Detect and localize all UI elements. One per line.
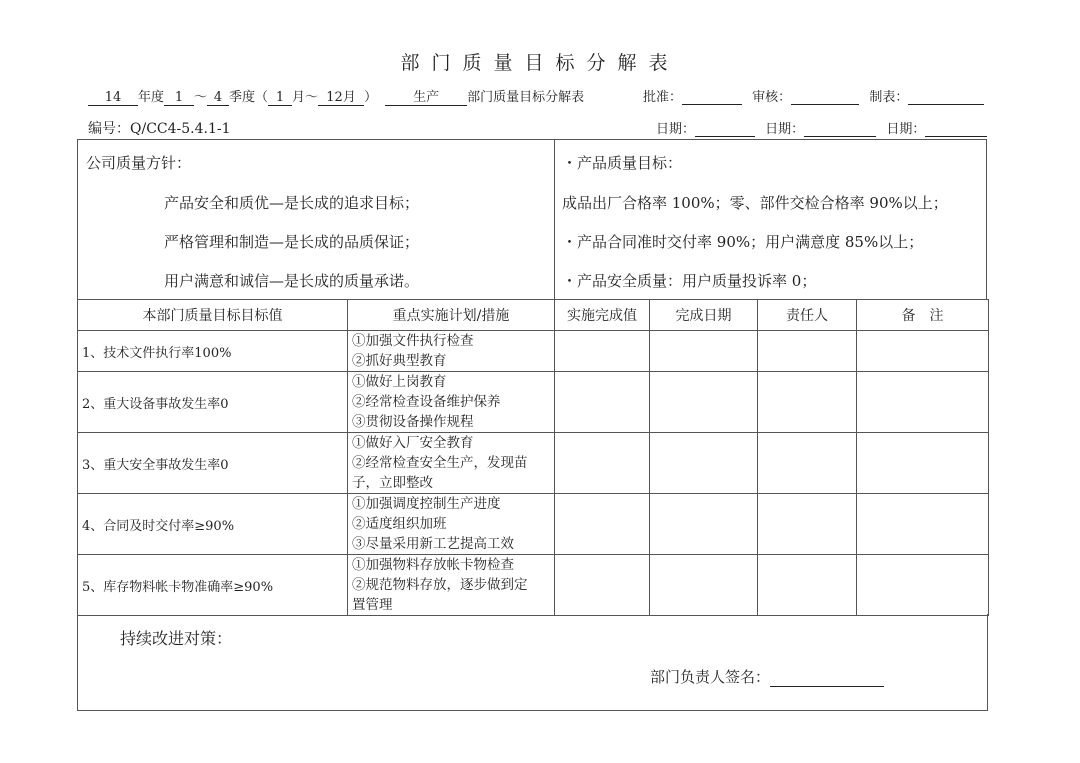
completion-date-cell[interactable]	[650, 494, 758, 555]
col-header-responsible: 责任人	[758, 300, 857, 331]
responsible-cell[interactable]	[758, 433, 857, 494]
target-cell: 4、合同及时交付率≥90%	[78, 494, 348, 555]
policy-line-2: 严格管理和制造—是长成的品质保证；	[164, 233, 420, 251]
remarks-cell[interactable]	[857, 555, 989, 616]
remarks-cell[interactable]	[857, 433, 989, 494]
measure-item: 置管理	[352, 597, 393, 613]
responsible-cell[interactable]	[758, 555, 857, 616]
remarks-cell[interactable]	[857, 494, 989, 555]
measure-item: ①做好上岗教育	[352, 374, 447, 390]
quarter-from-field[interactable]: 1	[164, 90, 194, 106]
review-blank[interactable]	[791, 90, 859, 105]
prepared-blank[interactable]	[908, 90, 984, 105]
completion-value-cell[interactable]	[555, 494, 650, 555]
completion-date-cell[interactable]	[650, 372, 758, 433]
completion-date-cell[interactable]	[650, 555, 758, 616]
objective-line-2: ・产品合同准时交付率 90%；用户满意度 85%以上；	[562, 233, 924, 251]
paren-close: ）	[364, 90, 378, 105]
approve-label: 批准：	[643, 90, 683, 105]
measure-item: ②适度组织加班	[352, 516, 447, 532]
table-row	[78, 372, 989, 433]
date-label-2: 日期：	[765, 122, 805, 137]
measure-item: ①加强物料存放帐卡物检查	[352, 557, 514, 573]
measure-item: ②经常检查设备维护保养	[352, 394, 501, 410]
quarter-label: 季度（	[229, 90, 269, 105]
target-cell: 3、重大安全事故发生率0	[78, 433, 348, 494]
dates-line	[656, 118, 987, 137]
form-name: 部门质量目标分解表	[467, 90, 585, 105]
measure-item: ②抓好典型教育	[352, 353, 447, 369]
month-from-field[interactable]: 1	[268, 90, 292, 106]
signature-blank[interactable]	[770, 670, 884, 687]
policy-heading: 公司质量方针：	[86, 154, 192, 172]
goals-table	[77, 299, 989, 616]
policy-divider	[554, 140, 555, 300]
measure-item: ①加强调度控制生产进度	[352, 496, 501, 512]
measure-item: ①加强文件执行检查	[352, 333, 474, 349]
completion-value-cell[interactable]	[555, 331, 650, 372]
completion-value-cell[interactable]	[555, 433, 650, 494]
remarks-cell[interactable]	[857, 372, 989, 433]
measure-item: ②规范物料存放，逐步做到定	[352, 577, 528, 593]
target-cell: 5、库存物料帐卡物准确率≥90%	[78, 555, 348, 616]
measure-item: ①做好入厂安全教育	[352, 435, 474, 451]
quarter-to-field[interactable]: 4	[207, 90, 229, 106]
policy-line-3: 用户满意和诚信—是长成的质量承诺。	[164, 272, 420, 290]
tilde-sep: ～	[194, 90, 208, 105]
completion-date-cell[interactable]	[650, 433, 758, 494]
measures-cell	[348, 372, 555, 433]
measures-cell	[348, 494, 555, 555]
date-label-3: 日期：	[886, 122, 926, 137]
target-cell: 2、重大设备事故发生率0	[78, 372, 348, 433]
year-label: 年度	[138, 90, 165, 105]
objective-line-1: 成品出厂合格率 100%；零、部件交检合格率 90%以上；	[562, 194, 948, 212]
approval-line	[643, 86, 984, 105]
policy-line-1: 产品安全和质优—是长成的追求目标；	[164, 194, 420, 212]
objective-line-3: ・产品安全质量：用户质量投诉率 0；	[562, 272, 817, 290]
month-label: 月～	[292, 90, 319, 105]
measures-cell	[348, 433, 555, 494]
responsible-cell[interactable]	[758, 372, 857, 433]
prepared-label: 制表：	[869, 90, 909, 105]
measure-item: ③尽量采用新工艺提高工效	[352, 536, 514, 552]
col-header-completion-value: 实施完成值	[555, 300, 650, 331]
completion-value-cell[interactable]	[555, 372, 650, 433]
table-row	[78, 555, 989, 616]
department-field[interactable]: 生产	[385, 90, 467, 106]
date-blank-3[interactable]	[925, 122, 987, 137]
signature-line	[650, 666, 884, 687]
target-cell: 1、技术文件执行率100%	[78, 331, 348, 372]
measures-cell	[348, 555, 555, 616]
review-label: 审核：	[752, 90, 792, 105]
table-row	[78, 494, 989, 555]
year-field[interactable]: 14	[88, 90, 138, 106]
table-row	[78, 433, 989, 494]
date-blank-1[interactable]	[695, 122, 755, 137]
col-header-remarks: 备 注	[857, 300, 989, 331]
remarks-cell[interactable]	[857, 331, 989, 372]
table-header-row	[78, 300, 989, 331]
measure-item: ③贯彻设备操作规程	[352, 414, 474, 430]
table-row	[78, 331, 989, 372]
responsible-cell[interactable]	[758, 494, 857, 555]
date-label-1: 日期：	[656, 122, 696, 137]
measures-cell	[348, 331, 555, 372]
improvement-label: 持续改进对策：	[120, 629, 233, 648]
signature-label: 部门负责人签名：	[650, 668, 771, 686]
form-code: 编号：Q/CC4-5.4.1-1	[88, 121, 231, 137]
objectives-heading: ・产品质量目标：	[562, 154, 683, 172]
page-title: 部门质量目标分解表	[400, 52, 680, 74]
period-line	[88, 86, 584, 106]
col-header-measures: 重点实施计划/措施	[348, 300, 555, 331]
col-header-target: 本部门质量目标目标值	[78, 300, 348, 331]
policy-box	[77, 139, 987, 299]
approve-blank[interactable]	[682, 90, 742, 105]
improvement-box	[77, 614, 988, 711]
measure-item: 子，立即整改	[352, 475, 433, 491]
completion-date-cell[interactable]	[650, 331, 758, 372]
completion-value-cell[interactable]	[555, 555, 650, 616]
col-header-completion-date: 完成日期	[650, 300, 758, 331]
responsible-cell[interactable]	[758, 331, 857, 372]
date-blank-2[interactable]	[804, 122, 876, 137]
month-to-field[interactable]: 12月	[318, 90, 364, 106]
measure-item: ②经常检查安全生产，发现苗	[352, 455, 528, 471]
